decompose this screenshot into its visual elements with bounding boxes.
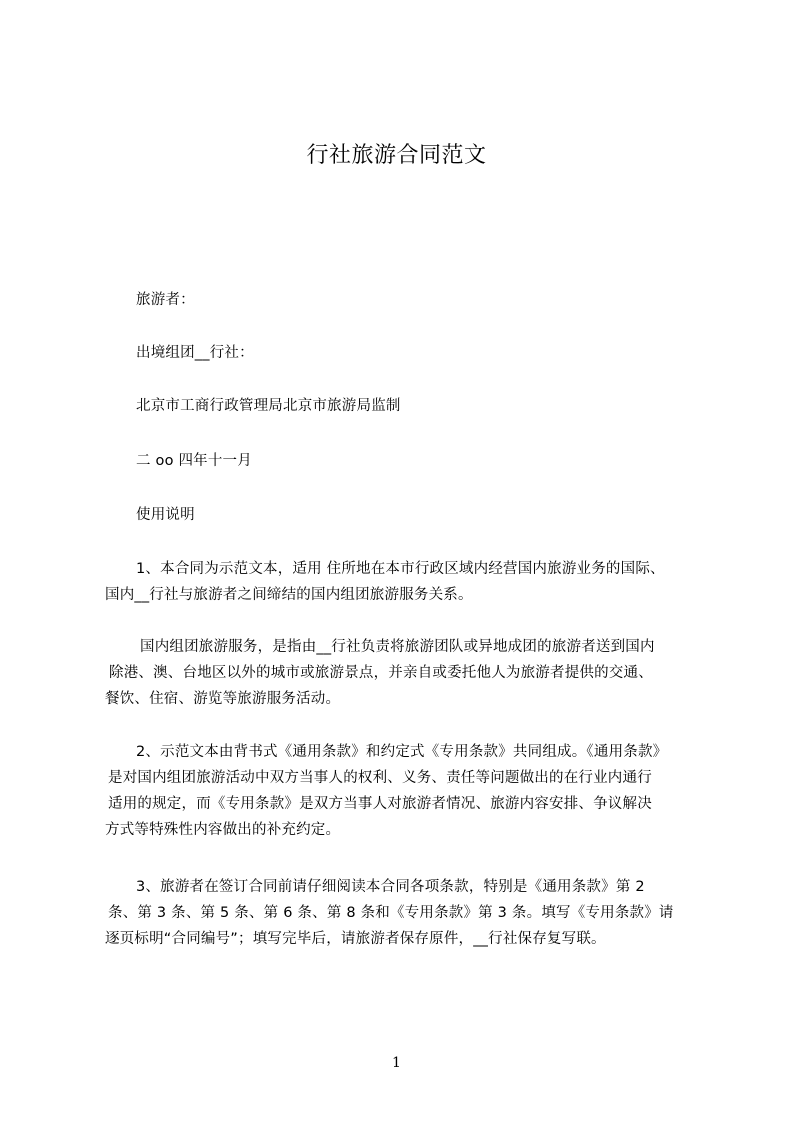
page-number: 1 (392, 1055, 401, 1071)
paragraph-line: 国内__行社与旅游者之间缔结的国内组团旅游服务关系。 (105, 587, 473, 603)
paragraph-line: 除港、澳、台地区以外的城市或旅游景点，并亲自或委托他人为旅游者提供的交通、 (109, 665, 653, 681)
paragraph-line: 2、示范文本由背书式《通用条款》和约定式《专用条款》共同组成。《通用条款》 (136, 744, 668, 760)
section-heading: 使用说明 (136, 507, 195, 523)
paragraph-3 (105, 739, 705, 843)
paragraph-line: 餐饮、住宿、游览等旅游服务活动。 (105, 691, 341, 707)
paragraph-line: 国内组团旅游服务，是指由__行社负责将旅游团队或异地成团的旅游者送到国内 (140, 639, 655, 655)
paragraph-4 (105, 874, 705, 952)
paragraph-line: 1、本合同为示范文本，适用 住所地在本市行政区域内经营国内旅游业务的国际、 (136, 561, 665, 577)
date-line: 二 oo 四年十一月 (136, 453, 252, 469)
traveler-field: 旅游者： (136, 292, 195, 308)
paragraph-line: 3、旅游者在签订合同前请仔细阅读本合同各项条款，特别是《通用条款》第 2 (136, 879, 645, 895)
document-title: 行社旅游合同范文 (306, 143, 487, 168)
paragraph-2 (105, 634, 705, 712)
paragraph-line: 方式等特殊性内容做出的补充约定。 (105, 822, 341, 838)
paragraph-line: 逐页标明“合同编号”；填写完毕后，请旅游者保存原件，__行社保存复写联。 (105, 931, 606, 947)
agency-field: 出境组团__行社： (136, 345, 254, 361)
paragraph-1 (105, 556, 705, 608)
paragraph-line: 条、第 3 条、第 5 条、第 6 条、第 8 条和《专用条款》第 3 条。填写《专用条款》请 (108, 905, 674, 921)
supervisor-line: 北京市工商行政管理局北京市旅游局监制 (136, 398, 401, 414)
paragraph-line: 适用的规定，而《专用条款》是双方当事人对旅游者情况、旅游内容安排、争议解决 (108, 796, 652, 812)
paragraph-line: 是对国内组团旅游活动中双方当事人的权利、义务、责任等问题做出的在行业内通行 (108, 770, 652, 786)
